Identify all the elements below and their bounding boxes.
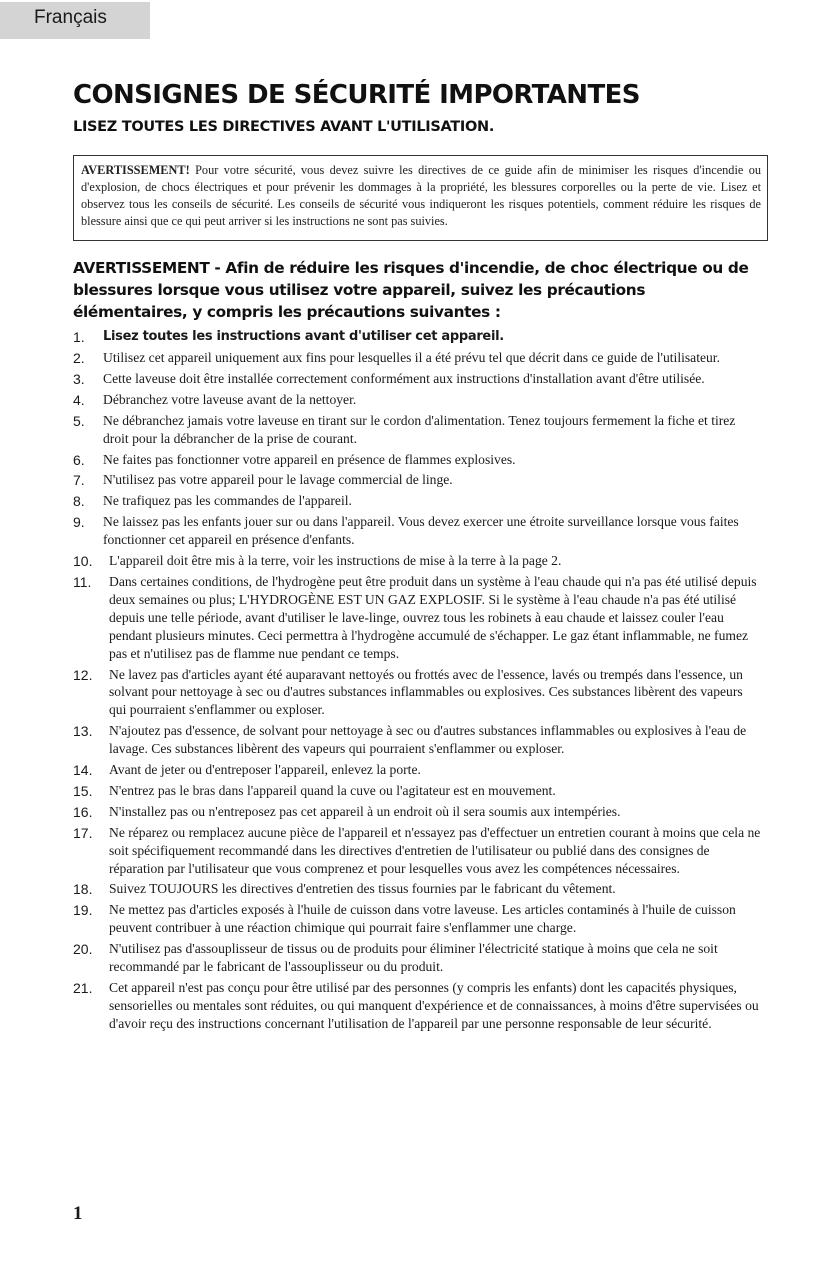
safety-rule-number: 2. xyxy=(73,350,85,366)
safety-rule-number: 7. xyxy=(73,472,85,489)
safety-rule-text: Ne trafiquez pas les commandes de l'appareil. xyxy=(103,493,352,509)
safety-rule-text: Ne réparez ou remplacez aucune pièce de l'appareil et n'essayez pas d'effectuer un entretien courant à moins que cela ne soit spécifiquement recommandé dans les directives d'entretien de l'utilisateur ou publié dans des consignes de réparation par l'utilisateur que vous comprenez et pour lesquelles vous avez les compétences nécessaires. xyxy=(109,824,761,876)
safety-rule-text: N'utilisez pas d'assouplisseur de tissus ou de produits pour éliminer l'électricité statique à moins que cela ne soit recommandé par le fabricant de l'assouplisseur ou du produit. xyxy=(109,941,718,975)
safety-rule-text: Cette laveuse doit être installée correctement conformément aux instructions d'installation avant d'être utilisée. xyxy=(103,370,705,386)
safety-rule-item xyxy=(73,940,763,976)
safety-rule-text: Ne lavez pas d'articles ayant été auparavant nettoyés ou frottés avec de l'essence, lavés ou trempés dans l'essence, un solvant pour nettoyage à sec ou d'autres substances inflammables ou explosives. Ces substances libèrent des vapeurs qui pourraient s'enflammer ou exploser. xyxy=(109,666,743,718)
safety-rule-item xyxy=(73,803,763,821)
safety-rule-text: Ne laissez pas les enfants jouer sur ou dans l'appareil. Vous devez exercer une étroite surveillance lorsque vous faites fonctionner cet appareil en présence d'enfants. xyxy=(103,514,739,548)
safety-rule-text: Ne mettez pas d'articles exposés à l'huile de cuisson dans votre laveuse. Les articles contaminés à l'huile de cuisson peuvent contribuer à une réaction chimique qui pourrait faire s'enflammer une charge. xyxy=(109,902,736,936)
safety-rule-text: N'ajoutez pas d'essence, de solvant pour nettoyage à sec ou d'autres substances inflammables ou explosives à l'eau de lavage. Ces substances libèrent des vapeurs qui pourraient s'enflammer ou exploser. xyxy=(109,723,747,757)
safety-rule-item xyxy=(73,492,763,510)
safety-rule-text: Suivez TOUJOURS les directives d'entretien des tissus fournies par le fabricant du vêtement. xyxy=(109,881,616,897)
safety-rule-text: L'appareil doit être mis à la terre, voir les instructions de mise à la terre à la page 2. xyxy=(109,553,562,569)
safety-rule-number: 8. xyxy=(73,493,85,510)
safety-rule-text: N'utilisez pas votre appareil pour le lavage commercial de linge. xyxy=(103,472,453,488)
safety-rule-number: 11. xyxy=(73,573,92,590)
safety-rule-number: 9. xyxy=(73,514,85,531)
safety-rule-number: 6. xyxy=(73,451,85,468)
safety-rule-text: N'entrez pas le bras dans l'appareil quand la cuve ou l'agitateur est en mouvement. xyxy=(109,782,556,798)
safety-rule-number: 20. xyxy=(73,941,93,958)
safety-rule-item xyxy=(73,552,763,570)
safety-rule-item xyxy=(73,451,763,469)
warning-box-label: AVERTISSEMENT! xyxy=(81,163,190,177)
safety-rule-text: N'installez pas ou n'entreposez pas cet appareil à un endroit où il sera soumis aux intempéries. xyxy=(109,803,621,819)
safety-rule-item xyxy=(73,666,763,720)
safety-rule-number: 18. xyxy=(73,881,93,898)
safety-rule-item xyxy=(73,761,763,779)
safety-rule-item xyxy=(73,370,763,388)
safety-rule-number: 17. xyxy=(73,824,93,841)
safety-rule-item xyxy=(73,901,763,937)
safety-rule-text: Ne faites pas fonctionner votre appareil en présence de flammes explosives. xyxy=(103,451,516,467)
safety-rule-item xyxy=(73,513,763,549)
safety-rule-number: 21. xyxy=(73,980,93,996)
safety-rule-item xyxy=(73,880,763,898)
safety-rule-text: Ne débranchez jamais votre laveuse en tirant sur le cordon d'alimentation. Tenez toujours fermement la fiche et tirez droit pour la débrancher de la prise de courant. xyxy=(103,412,736,446)
safety-rules-list xyxy=(73,328,763,1036)
safety-rule-text: Cet appareil n'est pas conçu pour être utilisé par des personnes (y compris les enfants) dont les capacités physiques, sensorielles ou mentales sont réduites, ou qui manquent d'expérience et de connaissances, à moins d'être supervisées ou d'avoir reçu des instructions concernant l'utilisation de l'appareil par une personne responsable de leur sécurité. xyxy=(109,980,759,1031)
safety-rule-number: 3. xyxy=(73,370,85,387)
language-tab: Français xyxy=(0,2,150,39)
warning-heading: AVERTISSEMENT - Afin de réduire les risques d'incendie, de choc électrique ou de blessures lorsque vous utilisez votre appareil, suivez les précautions élémentaires, y compris les précautions suivantes : xyxy=(73,259,749,321)
safety-rule-text: Avant de jeter ou d'entreposer l'appareil, enlevez la porte. xyxy=(109,762,421,778)
warning-box xyxy=(73,155,768,241)
safety-rule-text: Lisez toutes les instructions avant d'utiliser cet appareil. xyxy=(103,329,504,344)
safety-rule-item xyxy=(73,722,763,758)
safety-rule-item xyxy=(73,979,763,1033)
safety-rule-item xyxy=(73,391,763,409)
safety-rule-number: 1. xyxy=(73,329,85,345)
safety-rule-number: 16. xyxy=(73,803,93,820)
safety-rule-number: 12. xyxy=(73,666,93,683)
safety-rule-text: Débranchez votre laveuse avant de la nettoyer. xyxy=(103,391,357,407)
page-number: 1 xyxy=(73,1203,83,1224)
safety-rule-number: 14. xyxy=(73,762,93,779)
safety-rule-number: 19. xyxy=(73,902,93,919)
safety-rule-number: 4. xyxy=(73,391,85,408)
safety-rule-item xyxy=(73,412,763,448)
safety-rule-item xyxy=(73,824,763,878)
safety-rule-number: 15. xyxy=(73,782,93,799)
page-subtitle: LISEZ TOUTES LES DIRECTIVES AVANT L'UTILISATION. xyxy=(73,119,495,135)
safety-rule-text: Dans certaines conditions, de l'hydrogène peut être produit dans un système à l'eau chaude qui n'a pas été utilisé depuis deux semaines ou plus; L'HYDROGÈNE EST UN GAZ EXPLOSIF. Si le système à l'eau chaude n'a pas été utilisé depuis une telle période, avant d'utiliser le lave-linge, ouvrez tous les robinets à eau chaude et laissez couler l'eau pendant plusieurs minutes. Ceci permettra à l'hydrogène accumulé de s'échapper. Le gaz étant inflammable, ne fumez pas et n'utilisez pas de flamme nue pendant ce temps. xyxy=(109,573,757,661)
warning-box-text: Pour votre sécurité, vous devez suivre les directives de ce guide afin de minimiser les risques d'incendie ou d'explosion, de chocs électriques et pour prévenir les dommages à la propriété, les blessures corporelles ou la perte de vie. Lisez et observez tous les conseils de sécurité. Les conseils de sécurité vous indiqueront les risques potentiels, comment réduire les risques de blessure ainsi que ce qui peut arriver si les instructions ne sont pas suivies. xyxy=(81,163,761,228)
safety-rule-number: 5. xyxy=(73,412,85,429)
safety-rule-item xyxy=(73,349,763,367)
safety-rule-number: 10. xyxy=(73,553,93,570)
safety-rule-item xyxy=(73,782,763,800)
safety-rule-item xyxy=(73,573,763,663)
safety-rule-number: 13. xyxy=(73,723,93,740)
safety-rule-text: Utilisez cet appareil uniquement aux fins pour lesquelles il a été prévu tel que décrit dans ce guide de l'utilisateur. xyxy=(103,350,720,365)
page-title: CONSIGNES DE SÉCURITÉ IMPORTANTES xyxy=(73,80,640,110)
safety-rule-item xyxy=(73,328,763,346)
safety-rule-item xyxy=(73,471,763,489)
